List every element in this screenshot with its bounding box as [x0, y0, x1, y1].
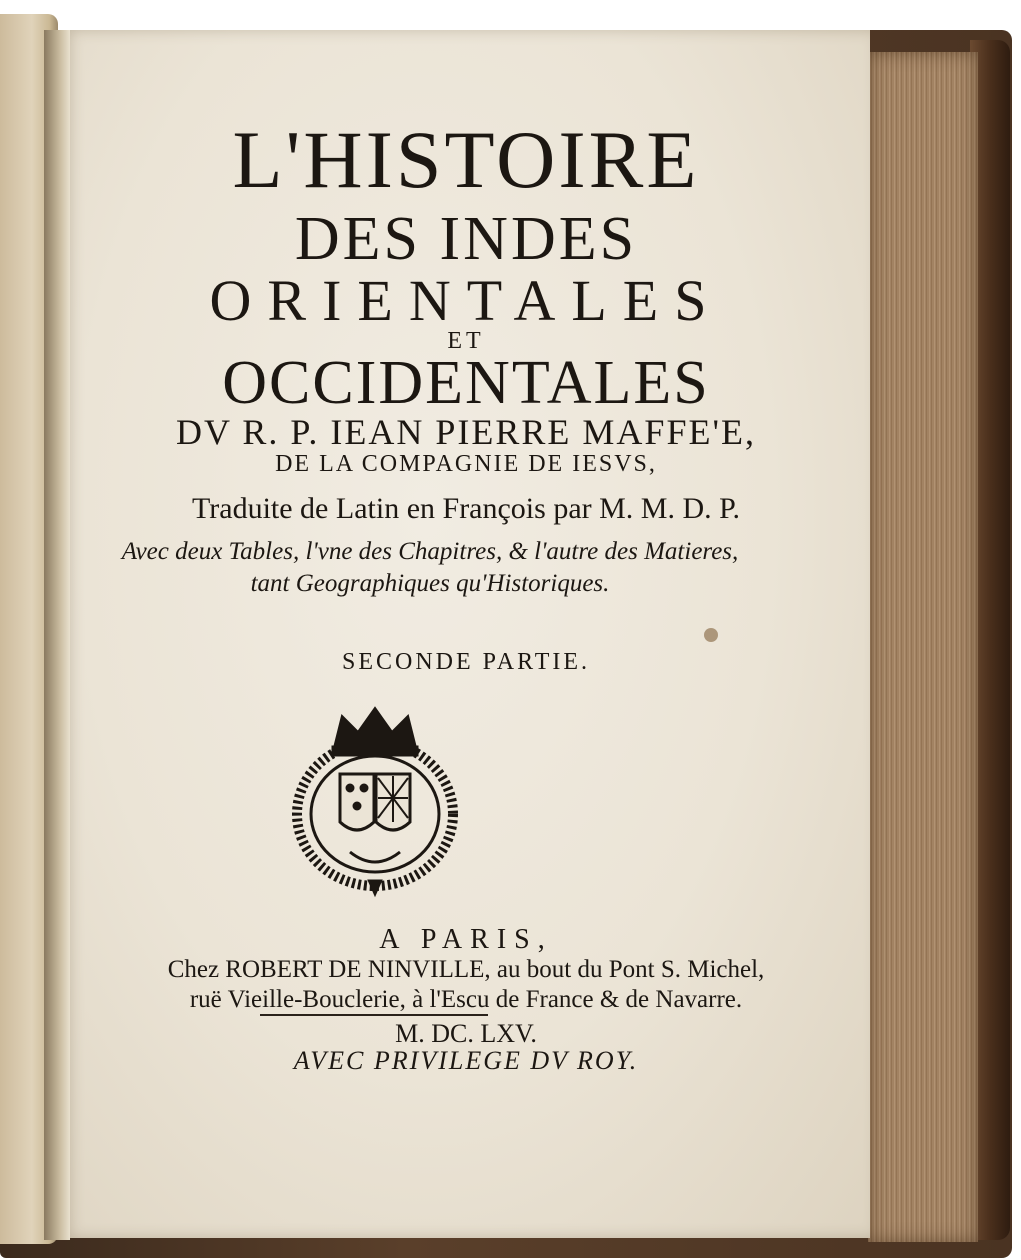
imprint-privilege: AVEC PRIVILEGE DV ROY. — [293, 1046, 639, 1075]
title-line-1: L'HISTOIRE — [232, 114, 700, 205]
tables-note: Avec deux Tables, l'vne des Chapitres, & l'autre des Matieres, tant Geographiques qu'Historiques. — [121, 538, 739, 597]
order-line: DE LA COMPAGNIE DE IESVS, — [275, 451, 657, 477]
imprint-address: ruë Vieille-Bouclerie, à l'Escu de France & de Navarre. — [189, 986, 743, 1013]
imprint-city: A PARIS, — [379, 924, 553, 955]
imprint-publisher: Chez ROBERT DE NINVILLE, au bout du Pont S. Michel, — [167, 956, 765, 983]
title-line-4: ET — [447, 328, 485, 354]
imprint-rule — [260, 1014, 488, 1016]
translation-line: Traduite de Latin en François par M. M. D. P. — [192, 492, 740, 525]
foxing-spot — [704, 628, 718, 642]
title-line-2: DES INDES — [294, 205, 638, 273]
title-line-5: OCCIDENTALES — [222, 349, 710, 417]
page-block-edges — [868, 52, 978, 1242]
title-line-3: ORIENTALES — [209, 268, 723, 333]
part-label: SECONDE PARTIE. — [341, 649, 591, 675]
author-line: DV R. P. IEAN PIERRE MAFFE'E, — [176, 412, 756, 452]
imprint-year: M. DC. LXV. — [395, 1019, 537, 1048]
royal-arms-of-france-and-navarre-icon — [290, 702, 460, 898]
